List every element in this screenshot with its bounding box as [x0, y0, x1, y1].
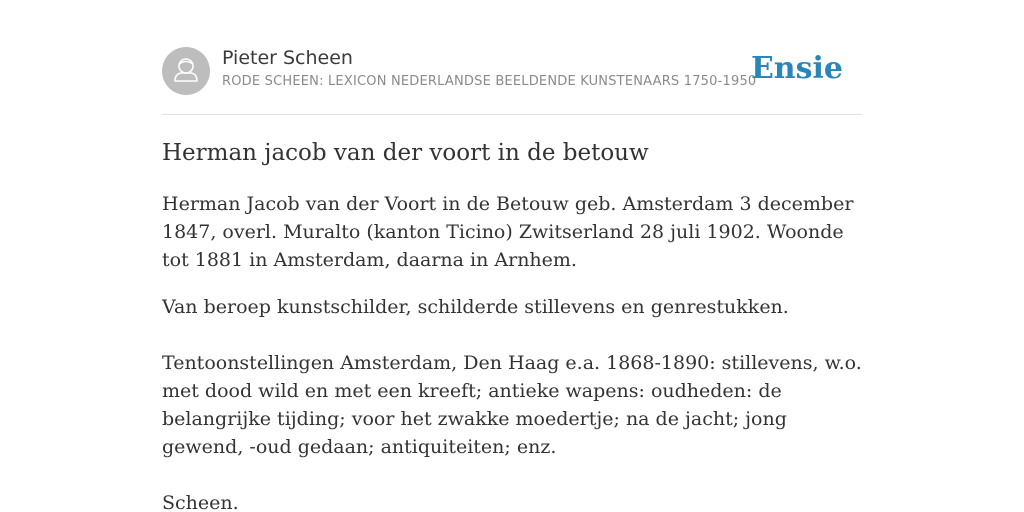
article-body — [162, 190, 862, 512]
source-title[interactable]: RODE SCHEEN: LEXICON NEDERLANDSE BEELDENDE KUNSTENAARS 1750-1950 — [222, 74, 757, 89]
author-header — [162, 46, 862, 115]
paragraph-biography: Herman Jacob van der Voort in de Betouw geb. Amsterdam 3 december 1847, overl. Muralto (kanton Ticino) Zwitserland 28 juli 1902. Woonde tot 1881 in Amsterdam, daarna in Arnhem. — [162, 193, 854, 271]
paragraph-exhibitions: Tentoonstellingen Amsterdam, Den Haag e.a. 1868-1890: stillevens, w.o. met dood wild en met een kreeft; antieke wapens: oudheden: de belangrijke tijding; voor het zwakke moedertje; na de jacht; jong gewend, -oud gedaan; antiquiteiten; enz. — [162, 352, 862, 458]
avatar[interactable] — [162, 47, 210, 95]
page-title: Herman jacob van der voort in de betouw — [162, 140, 649, 166]
ensie-logo[interactable]: Ensie — [750, 51, 843, 86]
user-icon — [162, 47, 210, 95]
paragraph-source: Scheen. — [162, 492, 239, 512]
author-name[interactable]: Pieter Scheen — [222, 47, 353, 69]
paragraph-profession: Van beroep kunstschilder, schilderde stillevens en genrestukken. — [162, 296, 789, 318]
